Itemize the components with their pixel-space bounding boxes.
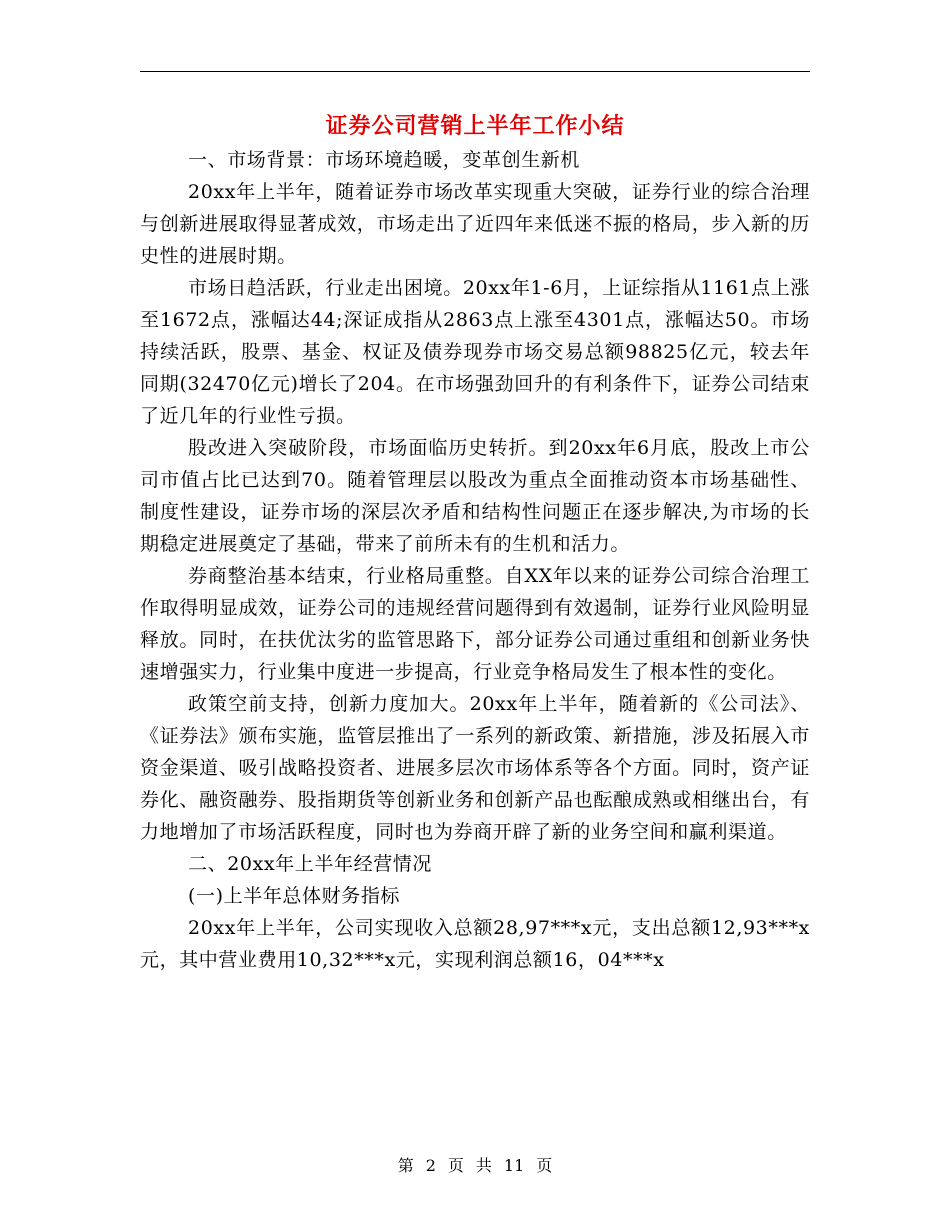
page-number: 2 — [425, 1156, 436, 1175]
section-heading-market-background: 一、市场背景：市场环境趋暖，变革创生新机 — [188, 149, 581, 171]
paragraph-share-reform: 股改进入突破阶段，市场面临历史转折。到20xx年6月底，股改上市公司市值占比已达到70。随着管理层以股改为重点全面推动资本市场基础性、制度性建设，证券市场的深层次矛盾和结构性问题正在逐步解决,为市场的长期稳定进展奠定了基础，带来了前所未有的生机和活力。 — [140, 437, 810, 555]
section-heading-operations: 二、20xx年上半年经营情况 — [188, 853, 433, 875]
document-title: 证券公司营销上半年工作小结 — [325, 113, 625, 139]
total-pages: 11 — [503, 1156, 525, 1175]
paragraph-financial-summary: 20xx年上半年，公司实现收入总额28,97***x元，支出总额12,93***x元，其中营业费用10,32***x元，实现利润总额16，04***x — [140, 917, 810, 971]
page-footer: 第 2 页 共 11 页 — [397, 1156, 553, 1175]
paragraph-market-active: 市场日趋活跃，行业走出困境。20xx年1-6月，上证综指从1161点上涨至1672点，涨幅达44;深证成指从2863点上涨至4301点，涨幅达50。市场持续活跃，股票、基金、权证及债券现券市场交易总额98825亿元，较去年同期(32470亿元)增长了204。在市场强劲回升的有利条件下，证券公司结束了近几年的行业性亏损。 — [140, 277, 810, 427]
header-rule — [140, 71, 810, 72]
paragraph-policy-support: 政策空前支持，创新力度加大。20xx年上半年，随着新的《公司法》、《证券法》颁布实施，监管层推出了一系列的新政策、新措施，涉及拓展入市资金渠道、吸引战略投资者、进展多层次市场体系等各个方面。同时，资产证券化、融资融券、股指期货等创新业务和创新产品也酝酿成熟或相继出台，有力地增加了市场活跃程度，同时也为券商开辟了新的业务空间和赢利渠道。 — [140, 693, 810, 843]
document-body — [140, 144, 810, 976]
paragraph-intro: 20xx年上半年，随着证券市场改革实现重大突破，证券行业的综合治理与创新进展取得显著成效，市场走出了近四年来低迷不振的格局，步入新的历史性的进展时期。 — [140, 181, 810, 267]
subsection-heading-financial-indicators: (一)上半年总体财务指标 — [188, 885, 401, 907]
paragraph-broker-rectification: 券商整治基本结束，行业格局重整。自XX年以来的证券公司综合治理工作取得明显成效，证券公司的违规经营问题得到有效遏制，证券行业风险明显释放。同时，在扶优汰劣的监管思路下，部分证券公司通过重组和创新业务快速增强实力，行业集中度进一步提高，行业竞争格局发生了根本性的变化。 — [140, 565, 810, 683]
